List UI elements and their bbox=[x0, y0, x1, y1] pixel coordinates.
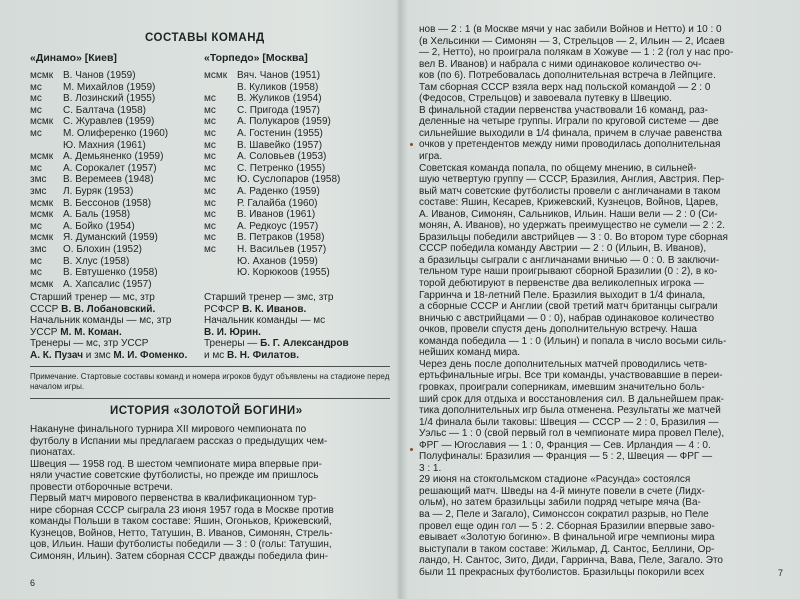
roster-row bbox=[204, 174, 394, 186]
staple-mark bbox=[410, 143, 413, 146]
player-rank: змс bbox=[30, 243, 47, 255]
torpedo-staff bbox=[204, 292, 394, 361]
player-rank: мс bbox=[30, 267, 42, 279]
player-rank: мс bbox=[30, 220, 42, 232]
roster-torpedo bbox=[204, 70, 394, 279]
player-rank: мс bbox=[204, 174, 216, 186]
roster-row bbox=[30, 244, 200, 256]
trainers-mid: и змс bbox=[85, 349, 111, 361]
text-line: В финальной стадии первенства участвовали 16 команд, раз- bbox=[419, 104, 708, 116]
text-line: команда победила — 1 : 0 (Ильин) и попала в число восьми силь- bbox=[419, 335, 727, 347]
divider bbox=[30, 366, 390, 367]
player-name: Я. Думанский (1959) bbox=[63, 232, 158, 244]
text-line: ландо, Н. Сантос, Зито, Диди, Гарринча, Вава, Пеле, Загало. Это bbox=[419, 555, 723, 567]
text-line: Первый матч мирового первенства в квалификационном тур- bbox=[30, 493, 317, 505]
player-rank: мс bbox=[204, 243, 216, 255]
player-rank: мс bbox=[30, 81, 42, 93]
roster-row bbox=[30, 279, 200, 291]
player-name: В. Чанов (1959) bbox=[63, 70, 136, 81]
roster-row bbox=[30, 93, 200, 105]
roster-row bbox=[204, 116, 394, 128]
text-line: тельном туре наши проигрывают сборной Бразилии (0 : 2), в ко- bbox=[419, 266, 718, 278]
roster-row bbox=[30, 140, 200, 152]
player-rank: мс bbox=[204, 220, 216, 232]
text-line: очков у претендентов между ними проводилась дополнительная bbox=[419, 139, 721, 151]
trainer-name-b: М. И. Фоменко. bbox=[113, 349, 188, 361]
text-line: тика дополнительных игр была отменена. Результаты же матчей bbox=[419, 405, 721, 417]
team-name-torpedo: «Торпедо» [Москва] bbox=[204, 52, 308, 64]
text-line: а бразильцы сыграли с англичанами вничью — 0 : 0. В заключи- bbox=[419, 254, 720, 266]
section-title-history: ИСТОРИЯ «ЗОЛОТОЙ БОГИНИ» bbox=[110, 405, 303, 417]
player-name: Вяч. Чанов (1951) bbox=[237, 70, 321, 81]
player-rank: мс bbox=[204, 151, 216, 163]
player-name: С. Балтача (1958) bbox=[63, 104, 147, 116]
coach-label-cont: СССР bbox=[30, 303, 59, 315]
roster-row bbox=[204, 82, 394, 94]
roster-note: Примечание. Стартовые составы команд и номера игроков будут объявлены на стадионе перед началом игры. bbox=[30, 372, 390, 391]
roster-row bbox=[30, 70, 200, 82]
player-name: А. Гостенин (1955) bbox=[237, 127, 323, 139]
roster-row bbox=[30, 209, 200, 221]
trainers-label: Тренеры — мс, зтр УССР bbox=[30, 338, 149, 349]
text-line: ФРГ — Югославия — 1 : 0, Франция — Сев. Ирландия — 4 : 0. bbox=[419, 439, 711, 451]
player-rank: мс bbox=[204, 127, 216, 139]
roster-row bbox=[30, 232, 200, 244]
player-name: В. Бессонов (1958) bbox=[63, 197, 152, 209]
text-line: Полуфиналы: Бразилия — Франция — 5 : 2, Швеция — ФРГ — bbox=[419, 451, 713, 463]
roster-row bbox=[204, 105, 394, 117]
roster-row bbox=[30, 116, 200, 128]
player-name: О. Блохин (1952) bbox=[63, 243, 142, 255]
coach-name: В. К. Иванов. bbox=[242, 303, 307, 315]
chief-label: Начальник команды — мс, зтр bbox=[30, 315, 172, 326]
player-name: В. Петраков (1958) bbox=[237, 232, 325, 244]
chief-label: Начальник команды — мс bbox=[204, 315, 326, 326]
trainers-label: Тренеры — bbox=[204, 338, 258, 349]
text-line: ков (по 6). Потребовалась дополнительная встреча в Лейпциге. bbox=[419, 70, 716, 82]
text-line: евывает «Золотую богиню». В финальной игре чемпионы мира bbox=[419, 532, 715, 544]
text-line: провести отборочные встречи. bbox=[30, 481, 173, 493]
roster-row bbox=[30, 256, 200, 268]
text-line: решающий матч. Шведы на 4-й минуте повели в счете (Лидх- bbox=[419, 485, 705, 497]
player-rank: мс bbox=[30, 127, 42, 139]
section-title-rosters: СОСТАВЫ КОМАНД bbox=[145, 32, 265, 44]
player-rank: мс bbox=[204, 197, 216, 209]
roster-row bbox=[204, 244, 394, 256]
right-page bbox=[405, 0, 800, 599]
player-rank: мс bbox=[30, 104, 42, 116]
roster-row bbox=[204, 128, 394, 140]
text-line: нов — 2 : 1 (в Москве мячи у нас забили Войнов и Нетто) и 10 : 0 bbox=[419, 24, 722, 35]
player-name: А. Хапсалис (1957) bbox=[63, 278, 152, 290]
roster-dynamo bbox=[30, 70, 200, 290]
player-name: Ю. Суслопаров (1958) bbox=[237, 174, 341, 186]
chief-label-cont: УССР bbox=[30, 326, 58, 338]
chief-name: В. И. Юрин. bbox=[204, 326, 261, 338]
player-rank: мс bbox=[204, 162, 216, 174]
text-line: Симонян, Ильин). Затем сборная СССР дважды победила фин- bbox=[30, 551, 329, 563]
player-rank: мс bbox=[204, 139, 216, 151]
history-text bbox=[30, 424, 392, 563]
coach-label-cont: РСФСР bbox=[204, 303, 240, 315]
text-line: Швеция — 1958 год. В шестом чемпионате мира впервые при- bbox=[30, 458, 322, 470]
player-name: С. Пригода (1957) bbox=[237, 104, 320, 116]
roster-row bbox=[204, 209, 394, 221]
roster-row bbox=[204, 70, 394, 82]
text-line: (в Хельсинки — Симонян — 3, Стрельцов — 2, Ильин — 2, Исаев bbox=[419, 35, 725, 47]
text-line: команды Польши в таком составе: Яшин, Огоньков, Крижевский, bbox=[30, 516, 332, 528]
player-name: А. Раденко (1959) bbox=[237, 185, 320, 197]
player-rank: мс bbox=[204, 209, 216, 221]
player-name: А. Сорокалет (1957) bbox=[63, 162, 157, 174]
player-name: В. Хлус (1958) bbox=[63, 255, 130, 267]
roster-row bbox=[204, 198, 394, 210]
text-line: пионатах. bbox=[30, 447, 76, 459]
coach-name: В. В. Лобановский. bbox=[61, 303, 156, 315]
player-rank: мсмк bbox=[30, 151, 54, 163]
roster-row bbox=[30, 128, 200, 140]
player-rank: мсмк bbox=[30, 197, 54, 209]
text-line: Советская команда попала, по общему мнению, в сильней- bbox=[419, 162, 697, 174]
roster-row bbox=[204, 232, 394, 244]
player-rank: змс bbox=[30, 185, 47, 197]
text-line: гровках, проиграли соперникам, имевшим значительно боль- bbox=[419, 381, 705, 393]
text-line: шую четвертую группу — СССР, Бразилия, Англия, Австрия. Пер- bbox=[419, 174, 725, 186]
player-name: В. Шавейко (1957) bbox=[237, 139, 323, 151]
text-line: были 11 прекрасных футболистов. Бразильцы покорили всех bbox=[419, 566, 705, 578]
trainer-name-a: Б. Г. Александров bbox=[260, 338, 349, 349]
roster-row bbox=[204, 221, 394, 233]
player-rank: мсмк bbox=[30, 209, 54, 221]
text-line: сильнейшие выходили в 1/4 финала, причем в случае равенства bbox=[419, 127, 722, 139]
roster-row bbox=[204, 151, 394, 163]
player-rank: мс bbox=[204, 93, 216, 105]
player-name: А. Баль (1958) bbox=[63, 209, 131, 221]
text-line: — 2, Нетто), но проиграла полякам в Хожуве — 1 : 2 (гол у нас про- bbox=[419, 47, 734, 59]
roster-row bbox=[30, 82, 200, 94]
player-rank: мсмк bbox=[30, 116, 54, 128]
roster-row bbox=[204, 256, 394, 268]
player-name: В. Евтушенко (1958) bbox=[63, 267, 158, 279]
roster-row bbox=[30, 105, 200, 117]
player-rank: мс bbox=[204, 116, 216, 128]
text-line: А. Иванов, Симонян, Сальников, Ильин. Наши вели — 2 : 0 (Си- bbox=[419, 208, 718, 220]
text-line: Уэльс — 1 : 0 (свой первый гол в чемпионате мира провел Пеле), bbox=[419, 428, 725, 440]
text-line: 29 июня на стокгольмском стадионе «Расунда» состоялся bbox=[419, 474, 691, 486]
roster-row bbox=[204, 163, 394, 175]
roster-row bbox=[30, 221, 200, 233]
text-line: провел еще один гол — 5 : 2. Сборная Бразилии впервые заво- bbox=[419, 520, 715, 532]
text-line: торой дебютируют в первенстве два великолепных игрока — bbox=[419, 278, 704, 290]
player-name: М. Михайлов (1959) bbox=[63, 81, 156, 93]
trainer-name-b: В. Н. Филатов. bbox=[227, 349, 299, 361]
player-name: А. Полукаров (1959) bbox=[237, 116, 331, 128]
text-line: цов, Ильин. Наши футболисты победили — 3 : 0 (голы: Татушин, bbox=[30, 539, 332, 551]
dynamo-staff bbox=[30, 292, 200, 361]
history-text-continued bbox=[419, 24, 795, 578]
trainers-mid: и мс bbox=[204, 349, 225, 361]
text-line: СССР победила команду Австрии — 2 : 0 (Ильин, В. Иванов), bbox=[419, 243, 707, 255]
roster-row bbox=[204, 186, 394, 198]
player-name: С. Петренко (1955) bbox=[237, 162, 326, 174]
text-line: ертьфинальные игры. Все три команды, участвовавшие в переи- bbox=[419, 370, 723, 382]
player-name: В. Веремеев (1948) bbox=[63, 174, 154, 186]
text-line: 3 : 1. bbox=[419, 462, 442, 474]
text-line: футболу в Испании мы предлагаем рассказ о предыдущих чем- bbox=[30, 435, 328, 447]
page-number-right: 7 bbox=[778, 568, 784, 578]
text-line: вый матч советские футболисты провели с англичанами в таком bbox=[419, 185, 721, 197]
text-line: выступали в таком составе: Жильмар, Д. Сантос, Беллини, Ор- bbox=[419, 543, 715, 555]
text-line: составе: Яшин, Кесарев, Крижевский, Кузнецов, Войнов, Царев, bbox=[419, 197, 719, 209]
player-rank: мс bbox=[204, 104, 216, 116]
text-line: нейших команд мира. bbox=[419, 347, 521, 359]
text-line: Через день после дополнительных матчей проводились четв- bbox=[419, 358, 708, 370]
player-name: Ю. Корюкоов (1955) bbox=[237, 267, 330, 279]
text-line: ва — 2, Пеле и Загало), Симонссон сократил разрыв, но Пеле bbox=[419, 508, 709, 520]
player-rank: мс bbox=[204, 185, 216, 197]
player-name: В. Куликов (1958) bbox=[237, 81, 319, 93]
roster-row bbox=[30, 174, 200, 186]
trainer-name-a: А. К. Пузач bbox=[30, 349, 84, 361]
text-line: Накануне финального турнира XII мирового чемпионата по bbox=[30, 424, 307, 435]
text-line: вел В. Иванов) и набрала с ними одинаковое количество оч- bbox=[419, 58, 702, 70]
divider bbox=[30, 398, 390, 399]
roster-row bbox=[204, 140, 394, 152]
text-line: монян, А. Иванов), но удержать преимущество не сумели — 2 : 2. bbox=[419, 220, 725, 232]
player-name: Ю. Аханов (1959) bbox=[237, 255, 318, 267]
text-line: деленные на четыре группы. Играли по круговой системе — две bbox=[419, 116, 719, 128]
roster-row bbox=[30, 163, 200, 175]
player-rank: мс bbox=[30, 255, 42, 267]
text-line: 1/4 финала были таковы: Швеция — СССР — 2 : 0, Бразилия — bbox=[419, 416, 719, 428]
text-line: ольм), но затем бразильцы забили подряд четыре мяча (Ва- bbox=[419, 497, 701, 509]
player-name: А. Редкоус (1957) bbox=[237, 220, 319, 232]
team-name-dynamo: «Динамо» [Киев] bbox=[30, 52, 117, 64]
player-name: М. Олиференко (1960) bbox=[63, 127, 169, 139]
text-line: игра. bbox=[419, 151, 443, 163]
player-name: А. Соловьев (1953) bbox=[237, 151, 327, 163]
text-line: ший срок для отдыха и восстановления сил. В дальнейшем прак- bbox=[419, 393, 724, 405]
text-line: очков, провели спустя день дополнительную встречу. Наша bbox=[419, 324, 697, 336]
text-line: няли участие советские футболисты, но прежде им пришлось bbox=[30, 470, 319, 482]
roster-row bbox=[204, 93, 394, 105]
roster-row bbox=[30, 186, 200, 198]
coach-label: Старший тренер — мс, зтр bbox=[30, 292, 155, 303]
text-line: а сборные СССР и Англии (свой третий матч британцы сыграли bbox=[419, 301, 718, 313]
player-name: Л. Буряк (1953) bbox=[63, 185, 134, 197]
player-rank: мсмк bbox=[204, 70, 228, 81]
player-rank: мсмк bbox=[30, 278, 54, 290]
player-rank: мсмк bbox=[30, 232, 54, 244]
player-rank: мс bbox=[30, 93, 42, 105]
text-line: Гарринча и 18-летний Пеле. Бразилия выходит в 1/4 финала, bbox=[419, 289, 706, 301]
text-line: Бразильцы победили австрийцев — 3 : 0. Во втором туре сборная bbox=[419, 231, 728, 243]
player-name: В. Иванов (1961) bbox=[237, 209, 316, 221]
page-number-left: 6 bbox=[30, 578, 36, 588]
text-line: Там сборная СССР взяла верх над польской командой — 2 : 0 bbox=[419, 81, 711, 93]
roster-row bbox=[30, 198, 200, 210]
player-name: Р. Галайба (1960) bbox=[237, 197, 318, 209]
roster-row bbox=[30, 151, 200, 163]
text-line: Кузнецов, Войнов, Нетто, Татушин, В. Иванов, Симонян, Стрель- bbox=[30, 527, 333, 539]
player-name: В. Жуликов (1954) bbox=[237, 93, 322, 105]
roster-row bbox=[204, 267, 394, 279]
player-name: В. Лозинский (1955) bbox=[63, 93, 156, 105]
player-name: А. Демьяненко (1959) bbox=[63, 151, 164, 163]
player-name: Ю. Махния (1961) bbox=[63, 139, 146, 151]
chief-name: М. М. Коман. bbox=[60, 326, 122, 338]
player-name: А. Бойко (1954) bbox=[63, 220, 135, 232]
player-rank: змс bbox=[30, 174, 47, 186]
player-rank: мсмк bbox=[30, 70, 54, 81]
text-line: вничью с австрийцами — 0 : 0), набрав одинаковое количество bbox=[419, 312, 715, 324]
staple-mark bbox=[410, 448, 413, 451]
text-line: нире сборная СССР сыграла 23 июня 1957 года в Москве против bbox=[30, 504, 334, 516]
player-name: С. Журавлев (1959) bbox=[63, 116, 155, 128]
coach-label: Старший тренер — змс, зтр bbox=[204, 292, 334, 303]
player-rank: мс bbox=[204, 232, 216, 244]
player-name: Н. Васильев (1957) bbox=[237, 243, 327, 255]
roster-row bbox=[30, 267, 200, 279]
player-rank: мс bbox=[30, 162, 42, 174]
text-line: (Федосов, Стрельцов) и завоевала путевку в Швецию. bbox=[419, 93, 672, 105]
